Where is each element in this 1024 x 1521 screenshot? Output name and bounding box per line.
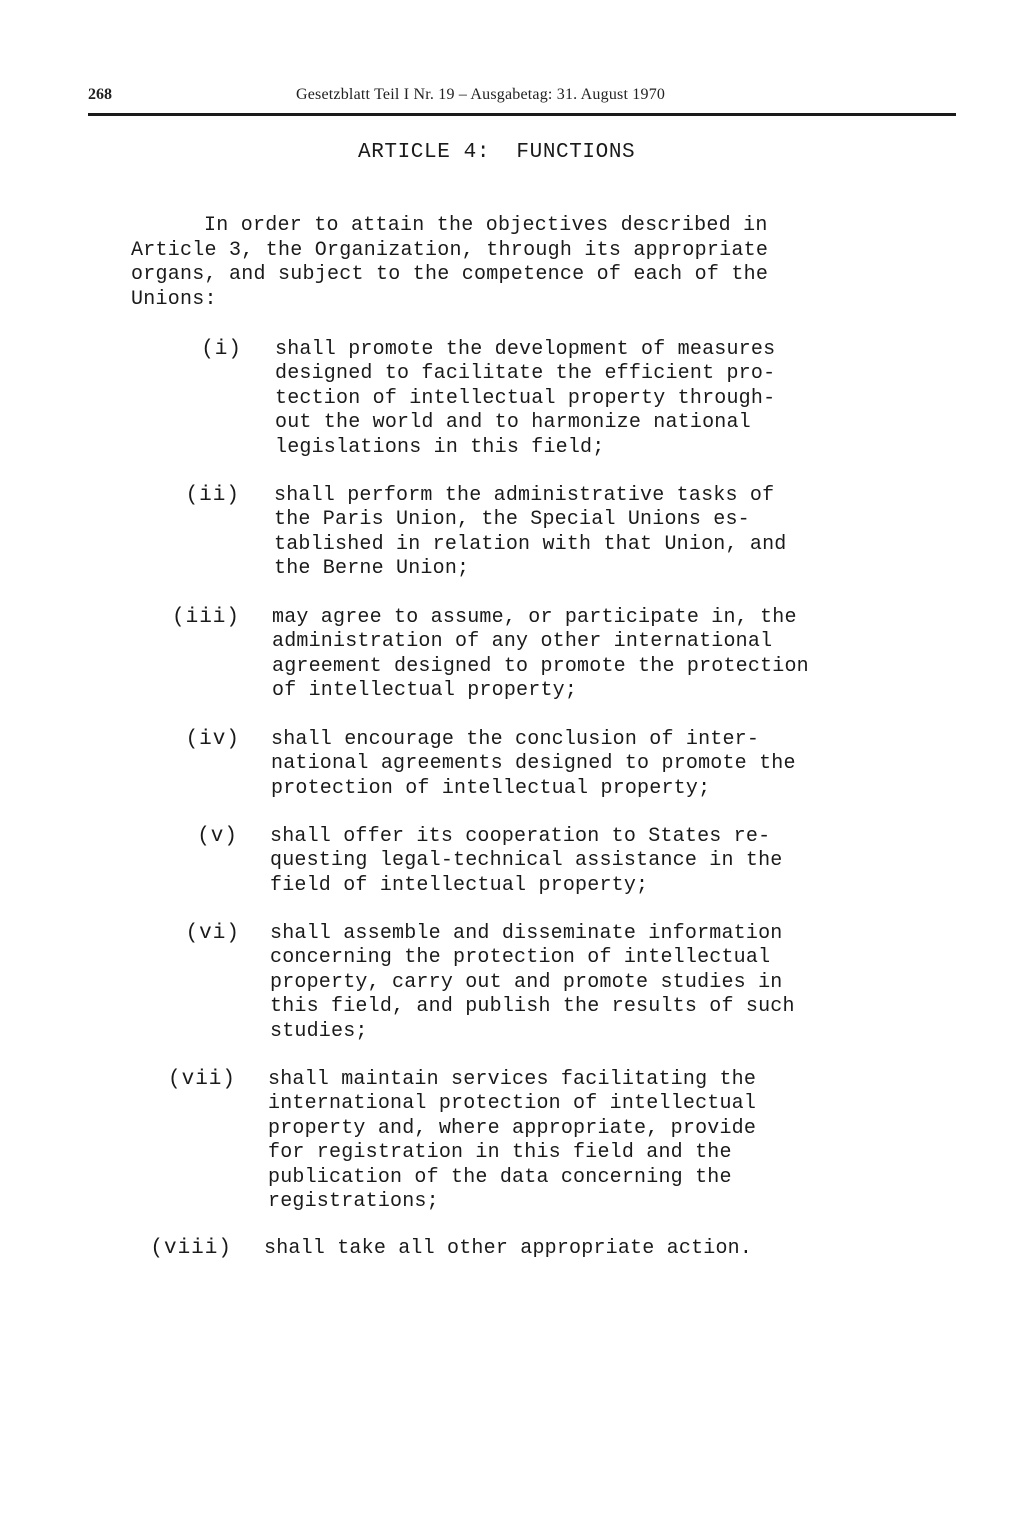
item-number: (ii) (185, 484, 240, 507)
item-text (275, 338, 895, 460)
item-text (270, 922, 890, 1044)
item-text (270, 825, 890, 898)
item-line: administration of any other international (272, 630, 773, 654)
item-line: field of intellectual property; (270, 873, 649, 897)
item-line: designed to facilitate the efficient pro- (275, 362, 776, 386)
item-number: (iv) (185, 728, 240, 751)
item-text (271, 728, 891, 801)
page-number: 268 (88, 86, 112, 103)
intro-paragraph (131, 214, 891, 312)
item-line: tection of intellectual property through- (275, 386, 776, 410)
item-number: (i) (201, 338, 242, 361)
item-line: shall promote the development of measures (275, 338, 776, 361)
item-number: (viii) (150, 1237, 232, 1260)
article-title: ARTICLE 4: FUNCTIONS (358, 141, 636, 164)
intro-line: Article 3, the Organization, through its appropriate (131, 238, 769, 262)
item-line: shall take all other appropriate action. (264, 1237, 753, 1260)
item-line: agreement designed to promote the protection (272, 654, 809, 678)
item-line: legislations in this field; (275, 435, 605, 459)
item-line: out the world and to harmonize national (275, 411, 751, 435)
running-title: Gesetzblatt Teil I Nr. 19 – Ausgabetag: 31. August 1970 (296, 86, 666, 103)
intro-line: In order to attain the objectives described in (204, 214, 768, 237)
item-line: shall encourage the conclusion of inter- (271, 728, 760, 751)
item-line: shall maintain services facilitating the (268, 1068, 757, 1091)
item-number: (iii) (171, 606, 240, 629)
item-line: protection of intellectual property; (271, 776, 711, 800)
page-header (88, 86, 956, 108)
item-line: studies; (270, 1019, 368, 1043)
item-line: national agreements designed to promote the (271, 752, 796, 776)
item-number: (v) (197, 825, 238, 848)
item-line: tablished in relation with that Union, and (274, 532, 787, 556)
item-line: this field, and publish the results of such (270, 995, 795, 1019)
item-line: international protection of intellectual (268, 1092, 757, 1116)
item-line: registrations; (268, 1190, 439, 1214)
intro-line: organs, and subject to the competence of each of the (131, 263, 769, 286)
item-line: questing legal-technical assistance in the (270, 849, 783, 873)
intro-line: Unions: (131, 287, 217, 311)
item-line: may agree to assume, or participate in, the (272, 606, 797, 629)
item-line: publication of the data concerning the (268, 1165, 732, 1189)
header-rule (88, 113, 956, 116)
item-line: of intellectual property; (272, 679, 578, 703)
item-line: shall offer its cooperation to States re- (270, 825, 771, 848)
item-line: shall perform the administrative tasks of (274, 484, 775, 507)
item-text (268, 1068, 888, 1214)
item-text (272, 606, 892, 704)
item-line: for registration in this field and the (268, 1141, 732, 1165)
item-number: (vi) (185, 922, 240, 945)
item-text (264, 1237, 884, 1261)
item-line: concerning the protection of intellectual (270, 946, 771, 970)
item-line: property, carry out and promote studies in (270, 970, 783, 994)
item-text (274, 484, 894, 582)
item-line: property and, where appropriate, provide (268, 1116, 757, 1140)
item-number: (vii) (167, 1068, 236, 1091)
item-line: the Paris Union, the Special Unions es- (274, 508, 750, 532)
item-line: shall assemble and disseminate information (270, 922, 783, 945)
item-line: the Berne Union; (274, 557, 470, 581)
